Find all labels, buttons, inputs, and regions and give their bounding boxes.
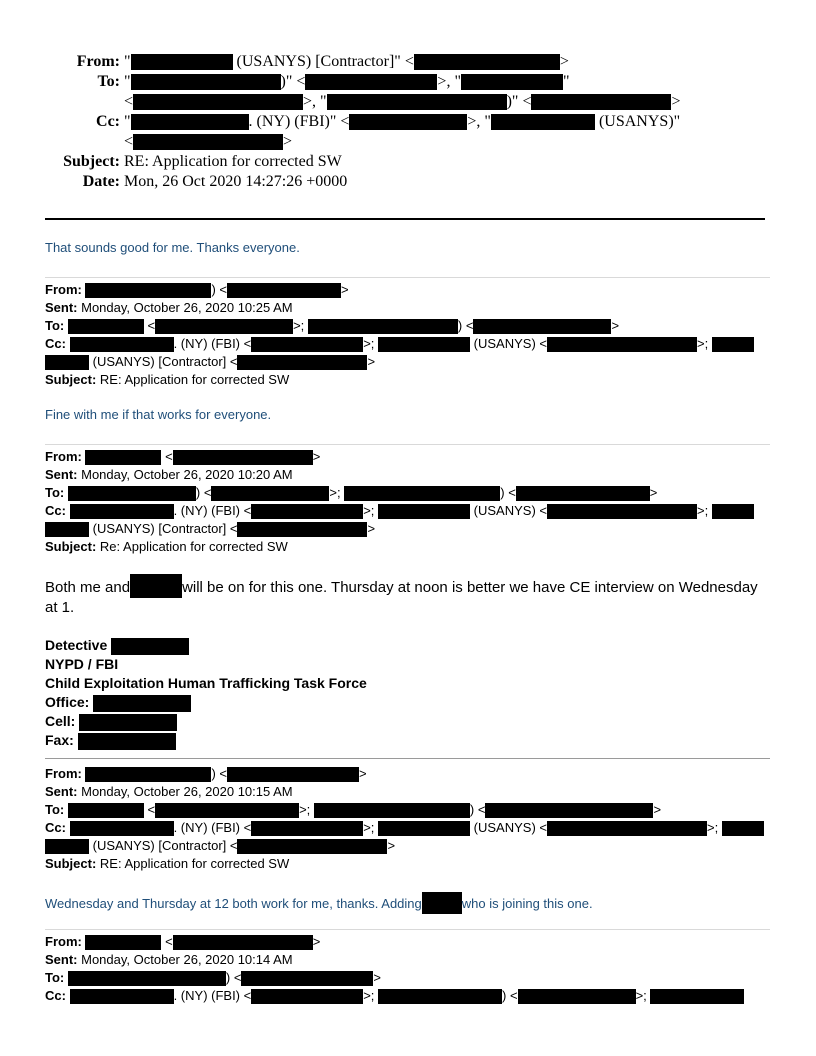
redaction <box>131 114 249 130</box>
redaction <box>414 54 560 70</box>
redaction <box>547 821 707 836</box>
from-label: From: <box>45 766 82 781</box>
redaction <box>237 522 367 537</box>
signature-fax-label: Fax: <box>45 732 74 748</box>
redaction <box>518 989 636 1004</box>
message-divider <box>45 444 770 445</box>
cc-label: Cc: <box>96 113 120 130</box>
redaction <box>722 821 764 836</box>
to-label: To: <box>45 970 65 985</box>
signature-cell-label: Cell: <box>45 713 76 729</box>
from-label: From: <box>45 282 82 297</box>
redaction <box>85 767 211 782</box>
redaction <box>211 486 329 501</box>
redaction <box>155 319 293 334</box>
signature-unit: Child Exploitation Human Trafficking Task Force <box>45 675 367 691</box>
redaction <box>251 821 363 836</box>
redaction <box>314 803 470 818</box>
redaction <box>78 733 176 750</box>
redaction <box>227 283 341 298</box>
signature-block <box>45 636 367 750</box>
sent-label: Sent: <box>45 952 78 967</box>
header-to-row: To: " )" < >, " " <box>97 73 570 90</box>
redaction <box>378 504 470 519</box>
header-date-row <box>0 172 816 192</box>
redaction <box>237 839 387 854</box>
redaction <box>111 638 189 655</box>
cc-label: Cc: <box>45 336 66 351</box>
to-label: To: <box>97 73 120 90</box>
subject-value: RE: Application for corrected SW <box>99 372 290 387</box>
sent-label: Sent: <box>45 784 78 799</box>
redaction <box>237 355 367 370</box>
message-body: Both me and will be on for this one. Thursday at noon is better we have CE interview on Wednesday at 1. <box>45 574 770 618</box>
sent-value: Monday, October 26, 2020 10:14 AM <box>81 952 293 967</box>
cc-value: (USANYS)" <box>598 113 681 130</box>
subject-label: Subject: <box>45 856 97 871</box>
redaction <box>251 504 363 519</box>
redaction <box>531 94 671 110</box>
redaction <box>491 114 595 130</box>
redaction <box>70 337 174 352</box>
cc-value: . (NY) (FBI)" < <box>248 113 350 130</box>
redaction <box>547 337 697 352</box>
header-from-row: From: " (USANYS) [Contractor]" < > <box>76 53 569 70</box>
redaction <box>378 821 470 836</box>
subject-label: Subject: <box>45 372 97 387</box>
redaction <box>68 486 196 501</box>
redaction <box>305 74 437 90</box>
to-label: To: <box>45 802 65 817</box>
redaction <box>70 821 174 836</box>
redaction <box>70 989 174 1004</box>
redaction <box>70 504 174 519</box>
header-cc-row: Cc: " . (NY) (FBI)" < >, " (USANYS)" <box>96 113 681 130</box>
signature-org: NYPD / FBI <box>45 656 119 672</box>
subject-value: RE: Application for corrected SW <box>99 856 290 871</box>
message-divider <box>45 277 770 278</box>
quoted-header: From: < > Sent: Monday, October 26, 2020 10:14 AM To: ) < > Cc: . (NY) (FBI) < >; ) < >; <box>45 933 744 1005</box>
to-label: To: <box>45 318 65 333</box>
redaction <box>378 989 502 1004</box>
redaction <box>378 337 470 352</box>
signature-office-label: Office: <box>45 694 90 710</box>
redaction <box>130 574 182 598</box>
header-divider <box>45 218 765 220</box>
cc-label: Cc: <box>45 820 66 835</box>
redaction <box>461 74 563 90</box>
redaction <box>349 114 467 130</box>
signature-title: Detective <box>45 637 108 653</box>
quoted-header: From: ) < > Sent: Monday, October 26, 2020 10:15 AM To: < >; ) < > Cc: . (NY) (FBI) < >; (USANYS) < >; (USANYS) [Contractor] < > Subject: RE: Application for corrected SW <box>45 765 764 873</box>
header-cc-row-cont: < > <box>124 133 293 150</box>
redaction <box>85 283 211 298</box>
redaction <box>68 319 144 334</box>
redaction <box>68 971 226 986</box>
subject-value: RE: Application for corrected SW <box>124 153 342 170</box>
redaction <box>45 355 89 370</box>
redaction <box>45 522 89 537</box>
from-value: (USANYS) [Contractor]" < <box>236 53 414 70</box>
from-label: From: <box>45 449 82 464</box>
redaction <box>327 94 507 110</box>
redaction <box>45 839 89 854</box>
redaction <box>251 337 363 352</box>
email-header <box>0 52 816 192</box>
redaction <box>308 319 458 334</box>
sent-value: Monday, October 26, 2020 10:20 AM <box>81 467 293 482</box>
subject-label: Subject: <box>63 153 120 170</box>
message-divider <box>45 758 770 759</box>
message-divider <box>45 929 770 930</box>
quoted-header: From: < > Sent: Monday, October 26, 2020 10:20 AM To: ) < >; ) < > Cc: . (NY) (FBI) < >; (USANYS) < >; (USANYS) [Contractor] < > Subject: Re: Application for corrected SW <box>45 448 754 556</box>
redaction <box>251 989 363 1004</box>
redaction <box>93 695 191 712</box>
sent-label: Sent: <box>45 300 78 315</box>
redaction <box>173 450 313 465</box>
date-value: Mon, 26 Oct 2020 14:27:26 +0000 <box>124 173 348 190</box>
reply-text: That sounds good for me. Thanks everyone. <box>45 240 300 255</box>
redaction <box>650 989 744 1004</box>
to-label: To: <box>45 485 65 500</box>
subject-label: Subject: <box>45 539 97 554</box>
date-label: Date: <box>82 173 120 190</box>
header-to-row-cont: < >, " )" < > <box>124 93 681 110</box>
header-subject-row <box>0 152 816 172</box>
message-body: Wednesday and Thursday at 12 both work for me, thanks. Adding who is joining this one. <box>45 892 593 914</box>
from-label: From: <box>76 53 120 70</box>
redaction <box>131 54 233 70</box>
from-label: From: <box>45 934 82 949</box>
redaction <box>133 94 303 110</box>
redaction <box>133 134 283 150</box>
message-body: Fine with me if that works for everyone. <box>45 407 272 422</box>
redaction <box>131 74 281 90</box>
sent-value: Monday, October 26, 2020 10:15 AM <box>81 784 293 799</box>
redaction <box>68 803 144 818</box>
redaction <box>547 504 697 519</box>
redaction <box>516 486 650 501</box>
quoted-header: From: ) < > Sent: Monday, October 26, 2020 10:25 AM To: < >; ) < > Cc: . (NY) (FBI) < >; (USANYS) < >; (USANYS) [Contractor] < > Subject: RE: Application for corrected SW <box>45 281 754 389</box>
redaction <box>155 803 299 818</box>
sent-label: Sent: <box>45 467 78 482</box>
redaction <box>85 450 161 465</box>
redaction <box>422 892 462 914</box>
redaction <box>173 935 313 950</box>
redaction <box>79 714 177 731</box>
subject-value: Re: Application for corrected SW <box>99 539 288 554</box>
redaction <box>85 935 161 950</box>
redaction <box>241 971 373 986</box>
sent-value: Monday, October 26, 2020 10:25 AM <box>81 300 293 315</box>
redaction <box>485 803 653 818</box>
redaction <box>227 767 359 782</box>
redaction <box>712 504 754 519</box>
redaction <box>344 486 500 501</box>
redaction <box>473 319 611 334</box>
cc-label: Cc: <box>45 503 66 518</box>
cc-label: Cc: <box>45 988 66 1003</box>
redaction <box>712 337 754 352</box>
